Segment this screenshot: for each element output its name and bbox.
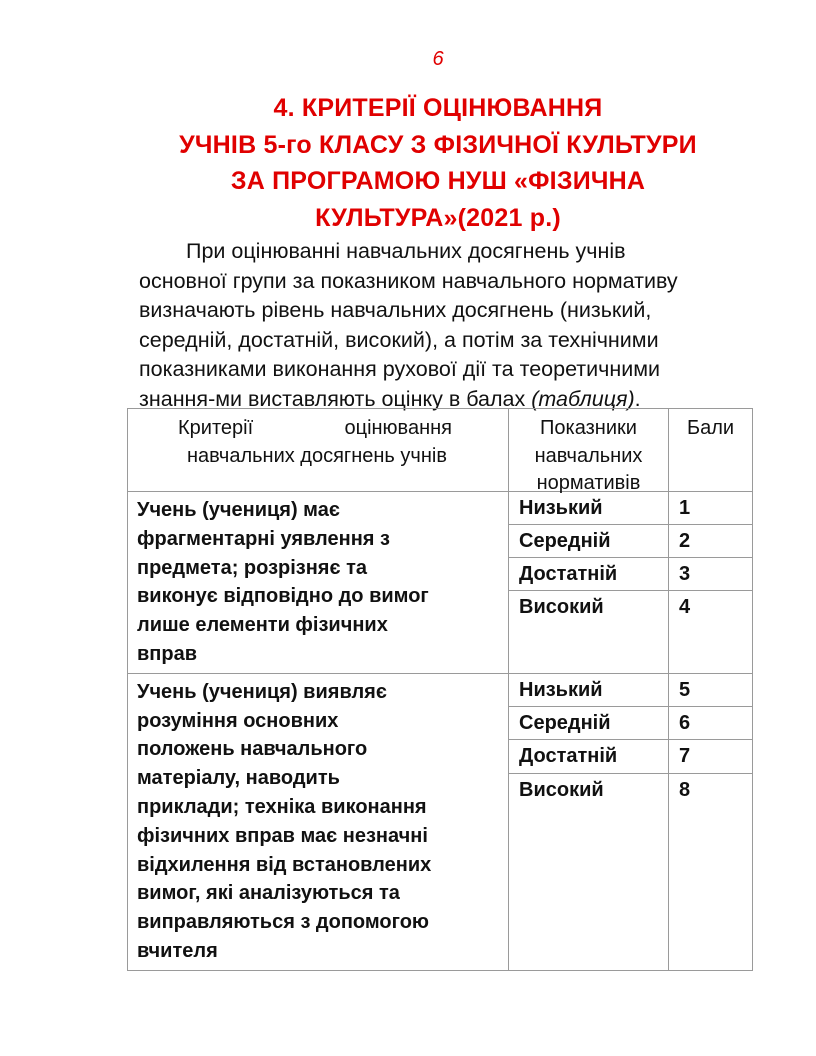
criteria-line: предмета; розрізняє та (137, 556, 367, 579)
criteria-header-word: Критерії (178, 417, 254, 439)
table-header-row (128, 409, 753, 492)
points-cell: 2 (669, 525, 753, 558)
criteria-header (128, 409, 509, 492)
criteria-line: розуміння основних (137, 709, 339, 732)
paragraph-line-text: знання-ми виставляють оцінку в балах (139, 386, 532, 411)
criteria-line: вчителя (137, 939, 218, 962)
points-cell: 4 (669, 591, 753, 673)
paragraph-line: основної групи за показником навчального нормативу (139, 268, 678, 293)
level-cell: Низький (509, 492, 669, 525)
level-cell: Достатній (509, 558, 669, 591)
criteria-line: відхилення від встановлених (137, 853, 432, 876)
criteria-line: фрагментарні уявлення з (137, 527, 390, 550)
norms-header (509, 409, 669, 492)
criteria-header-line: навчальних досягнень учнів (187, 444, 447, 467)
level-cell: Низький (509, 673, 669, 706)
criteria-line: Учень (учениця) виявляє (137, 680, 387, 703)
criteria-line: вимог, які аналізуються та (137, 882, 400, 905)
points-cell: 6 (669, 707, 753, 740)
criteria-line: вправ (137, 642, 198, 665)
criteria-cell (128, 673, 509, 970)
points-header (669, 409, 753, 492)
norms-header-line: навчальних (534, 444, 643, 467)
criteria-line: матеріалу, наводить (137, 767, 340, 790)
table-row (128, 492, 753, 525)
table-row (128, 673, 753, 706)
criteria-line: лише елементи фізичних (137, 614, 388, 637)
page-number: 6 (432, 48, 444, 70)
points-cell: 5 (669, 673, 753, 706)
points-cell: 7 (669, 740, 753, 773)
points-cell: 1 (669, 492, 753, 525)
level-cell: Достатній (509, 740, 669, 773)
paragraph-line: показниками виконання рухової дії та теоретичними (139, 357, 661, 381)
criteria-line: виправляються з допомогою (137, 911, 429, 934)
heading-line: УЧНІВ 5-го КЛАСУ З ФІЗИЧНОЇ КУЛЬТУРИ (179, 130, 697, 159)
norms-header-line: нормативів (536, 472, 641, 494)
paragraph-line: середній, достатній, високий), а потім за технічними (139, 327, 659, 352)
heading-line: КУЛЬТУРА»(2021 р.) (315, 203, 561, 232)
table-reference: (таблиця) (531, 386, 635, 411)
section-heading (120, 90, 756, 236)
points-cell: 3 (669, 558, 753, 591)
points-cell: 8 (669, 773, 753, 970)
level-cell: Високий (509, 591, 669, 673)
points-header-label: Бали (686, 417, 735, 439)
grading-table (127, 408, 753, 971)
heading-line: ЗА ПРОГРАМОЮ НУШ «ФІЗИЧНА (230, 167, 646, 195)
level-cell: Середній (509, 525, 669, 558)
criteria-header-word: оцінювання (344, 417, 452, 439)
norms-header-line: Показники (540, 417, 637, 439)
criteria-line: фізичних вправ має незначні (137, 824, 428, 847)
paragraph-end-punct: . (634, 386, 641, 411)
paragraph-line: При оцінюванні навчальних досягнень учнів (186, 239, 626, 263)
intro-paragraph (139, 237, 759, 414)
criteria-cell (128, 492, 509, 674)
heading-line: 4. КРИТЕРІЇ ОЦІНЮВАННЯ (273, 94, 603, 122)
level-cell: Високий (509, 773, 669, 970)
level-cell: Середній (509, 707, 669, 740)
criteria-line: приклади; техніка виконання (137, 795, 427, 818)
criteria-line: виконує відповідно до вимог (137, 585, 429, 608)
criteria-line: Учень (учениця) має (137, 499, 340, 521)
criteria-line: положень навчального (137, 738, 368, 761)
paragraph-line: визначають рівень навчальних досягнень (низький, (139, 298, 652, 322)
